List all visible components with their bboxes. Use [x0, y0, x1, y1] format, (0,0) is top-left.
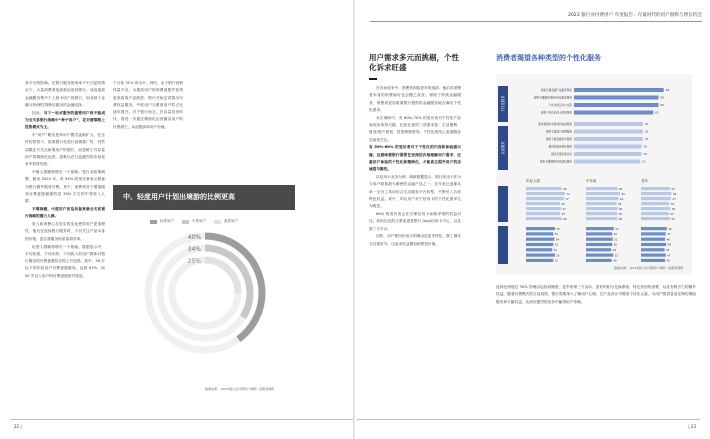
bar-category-label: 提供专属客户经理服务	[546, 130, 572, 134]
bar-value: 53	[644, 122, 649, 126]
age-bar	[641, 197, 671, 200]
bar-value: 65	[561, 202, 565, 206]
bar-value: 47	[667, 233, 671, 237]
bar	[574, 103, 659, 107]
bar-value: 67	[562, 207, 566, 211]
chart-source: 数据来源：《2023银行业付费用户调研》消费者调研	[205, 387, 275, 391]
paragraph: 同时，用户使用信用卡的理由也更多样化，除了满足支付需求外，还追求权益叠加和附加价值。	[369, 234, 461, 246]
bar-value: 54	[555, 238, 560, 242]
age-bar	[586, 192, 620, 195]
bar-category-label: 提供专属服务/服务/权益推荐服务	[533, 96, 572, 100]
right-column-2	[496, 284, 696, 306]
bar	[574, 152, 642, 156]
bar	[574, 137, 643, 141]
footer-line	[357, 419, 700, 420]
bar-value: 60	[619, 217, 623, 221]
bar-chart	[496, 74, 692, 275]
donut-label: 40%	[187, 234, 201, 241]
bar	[574, 111, 653, 115]
bar-value: 55	[556, 227, 560, 231]
bar-value: 65	[660, 103, 665, 107]
age-bar	[526, 202, 560, 205]
bar-value: 57	[672, 197, 676, 201]
age-bar	[586, 243, 612, 246]
age-bar	[526, 197, 564, 200]
age-group-label: 中年组	[586, 179, 597, 183]
group-band-label: 个性化服务	[501, 95, 505, 113]
bar-category-label: 提供专属金融产品推荐服务	[540, 89, 572, 92]
age-bar	[586, 227, 614, 230]
age-bar	[641, 243, 666, 246]
age-bar	[526, 259, 553, 262]
group-band	[498, 226, 508, 264]
age-bar	[526, 238, 554, 241]
bar-value: 55	[556, 254, 560, 258]
paragraph: 个目体 31% 的水平。同时，由于银行营销体量不足，为提高用户的消费意愿并获得更高的客户活跃度，银行开始尝试推出付费权益服务，中度用户与重度用户的占比逐年提升。对于银行而言，在存量竞争时代，需进一步通过精细化运营激活用户的付费潜力，从而提高单用户价值。	[113, 81, 183, 129]
bar-value: 48	[667, 243, 672, 247]
bar-category-label: 提供专属理财/投资建议服务	[540, 160, 572, 164]
bar-value: 65	[561, 212, 565, 216]
bar-value: 46	[666, 259, 670, 263]
bar	[574, 122, 643, 126]
bar-value: 55	[671, 187, 675, 191]
section-heading: 中、轻度用户计划出境游的比例更高	[123, 193, 235, 201]
bar-value: 62	[620, 197, 624, 201]
age-bar	[641, 192, 671, 195]
bar-value: 45	[666, 249, 670, 252]
legend-label: 轻度用户	[160, 219, 174, 223]
bar-value: 49	[613, 259, 617, 263]
paragraph	[25, 206, 105, 221]
age-bar	[641, 232, 666, 235]
bar-value: 72	[565, 197, 569, 201]
paragraph	[369, 144, 461, 173]
bar-chart-title: 消费者渴望各种类型的个性化服务	[496, 54, 601, 62]
bar-value: 52	[643, 152, 648, 156]
footer-line	[10, 419, 353, 420]
age-group-label: 年轻人群	[526, 179, 540, 183]
bar-value: 58	[617, 202, 622, 206]
bar-value: 47	[667, 254, 671, 258]
age-bar	[586, 217, 618, 220]
right-column-1	[369, 85, 461, 249]
paragraph: 轻度人群顺势增长一个基础。数据显示中，平均来看，不同年龄、不同收入的用户群体对银行服务的付费意愿均呈现上升趋势。其中，30 岁以下的年轻用户付费意愿最高，达到 67%，而 50 岁以上用户的付费意愿相对较低。	[25, 244, 105, 278]
bar-value: 65	[660, 95, 665, 100]
paragraph: 中级人群顺势增长一个基础。受行业政策调整，截至 2022 年，有 54% 的受访者表示愿意为银行额外服务付费。其中，消费者对于增值服务付费意愿最强的是 35% 左右的中等收入人群。	[25, 170, 105, 204]
bar-value: 60	[619, 207, 623, 211]
age-bar	[641, 227, 667, 230]
age-bar	[641, 212, 669, 215]
age-bar	[526, 217, 562, 220]
bar-value: 69	[665, 88, 670, 92]
header-title: 2023 银行业付费用户 年度报告：存量时代的用户洞察与增长机会	[567, 13, 702, 18]
paragraph: 因此，当下一站式服务的重要用户尚不能成为全关系银行战略中“种子用户”，在对营销路上投资模式为主。	[25, 110, 106, 130]
left-column-1	[25, 80, 105, 281]
bar-value: 50	[553, 249, 558, 252]
bold-text: 当下一站式服务的重要用户尚不能成为全关系银行战略中“种子用户”，在对营销路上投资模式为主。	[25, 110, 106, 130]
legend-swatch-heavy	[214, 220, 221, 224]
paragraph: 本次调研中，有 60%-70% 的受访者对个性化产品表现出浓厚兴趣，比较在意的三项需求是：生活便利、财务/资产规划、投资理财指导。个性化的线上渠道服务也备受关注。	[369, 115, 461, 142]
bar-value: 52	[554, 259, 559, 263]
page-number: 22 |	[14, 424, 22, 429]
age-bar	[526, 212, 560, 215]
bar-value: 56	[671, 207, 676, 211]
bar-value: 60	[619, 187, 623, 191]
bar-value: 51	[614, 238, 618, 242]
bar-value: 53	[644, 137, 649, 141]
bar-value: 68	[563, 187, 567, 191]
age-bar	[526, 192, 565, 195]
legend-label: 重度用户	[224, 219, 238, 223]
bar-category-label: 提供个性化的线上陪伴服务	[540, 111, 572, 115]
legend-swatch-light	[150, 220, 157, 224]
paragraph: 在市场竞争中，消费者面临更多的选择，他们对消费者本身的消费偏好也会随之改变。相较于传统金融服务，消费者更加看重银行提供的金融服务能否满足个性化需求。	[369, 86, 461, 112]
group-band	[498, 186, 508, 222]
paragraph: 以信用卡业务为例，调研数据显示，银行信用卡作为与用户联系最为紧密的金融产品之一，近年来已逐渐从单一支付工具向综合生活服务平台转型，不断引入各类特色权益。其中，年轻用户对于信用卡的个性化需求尤为明显。	[369, 175, 461, 209]
age-bar	[586, 259, 612, 262]
bar-value: 65	[621, 192, 625, 196]
bar-value: 51	[642, 159, 646, 164]
bar-value: 54	[670, 202, 675, 206]
bar-value: 68	[563, 217, 567, 221]
paragraph: 66% 的受访者会在办理信用卡前做详细的权益对比。获取信息的主要渠道是银行 App/信用卡中心，以及第三方平台。	[369, 212, 461, 231]
age-bar	[641, 207, 670, 210]
paragraph: 收入和消费心态发生的变化使得用户更加理性，他们在选择银行服务时，不仅关注产品本身的价格，更注重服务的质量和效率。	[25, 222, 105, 241]
bold-text: 有 59%-60% 的受访者对于个性化的内容和体验感兴趣，这意味着银行需要在更深层次地理解用户需求，注重用户体验的个性化和精细化，才能真正提升用户的忠诚度与黏性。	[369, 145, 461, 172]
age-bar	[641, 217, 670, 220]
age-bar	[586, 207, 618, 210]
bar-value: 58	[672, 192, 677, 196]
donut-chart	[113, 225, 295, 385]
age-bar	[641, 187, 670, 190]
group-band-label: 金融服务	[501, 141, 505, 155]
age-bar	[526, 207, 561, 210]
bar-value: 61	[655, 110, 659, 115]
bar-value: 50	[613, 233, 618, 237]
donut-label: 34%	[187, 246, 201, 253]
age-bar	[526, 243, 553, 246]
bar-value: 50	[613, 243, 618, 247]
age-bar	[526, 227, 555, 230]
bar-chart-panel	[496, 74, 692, 275]
header-underline	[370, 21, 702, 22]
age-bar	[586, 212, 617, 215]
paragraph: 选择比例超过 30% 的理由包括高额度、更多的第三方活动、更好的积分兑换系统、特定类别的消费，以及有吸引力的额外权益。随着付费模式的日趋成熟，银行需要深入了解用户心理，在产品设计中增加个性化元素，为用户提供量身定制的增值服务和专属权益，从而在激烈的竞争中赢得用户青睐。	[496, 285, 696, 304]
bar-category-label: 提供专属优惠活动	[551, 153, 572, 156]
age-bar	[586, 248, 611, 251]
bar-value: 46	[666, 238, 670, 242]
bar-category-label: 提供专属金融资讯服务	[546, 138, 572, 141]
age-bar	[586, 232, 612, 235]
donut-center	[179, 267, 231, 319]
bar-value: 53	[670, 212, 674, 216]
bar	[574, 96, 659, 100]
section-heading: 用户需求多元而挑剔，个性化诉求旺盛	[369, 53, 459, 72]
bar	[574, 145, 642, 149]
age-bar	[586, 197, 619, 200]
bar-value: 53	[615, 227, 619, 231]
section-heading-box	[113, 185, 295, 210]
age-bar	[641, 254, 666, 257]
legend-swatch-medium	[182, 220, 189, 224]
age-bar	[526, 187, 562, 190]
age-bar	[526, 232, 553, 235]
age-bar	[586, 202, 616, 205]
bar-value: 52	[554, 243, 559, 247]
bar-category-label: 提供高端定制化服务	[548, 145, 572, 149]
chart-legend	[150, 219, 238, 224]
bar-value: 52	[643, 144, 648, 149]
age-bar	[641, 202, 669, 205]
bar	[574, 88, 664, 92]
bar-value: 74	[566, 192, 570, 196]
bar-category-label: 个性化的互动与交流	[548, 104, 572, 107]
bar-value: 53	[644, 129, 649, 134]
age-bar	[641, 248, 665, 251]
age-bar	[586, 187, 618, 190]
bar	[574, 130, 643, 134]
age-bar	[526, 248, 552, 251]
age-bar	[586, 238, 613, 241]
heading-accent-bar	[369, 78, 377, 80]
age-bar	[526, 254, 555, 257]
bar-value: 48	[612, 249, 617, 252]
bar-value: 52	[614, 254, 619, 258]
bold-text: 中度用户更是具备发展全关系银行战略的潜力人群。	[25, 207, 106, 219]
paragraph: 中“用户”服务是单用户模式逐渐扩大。在这样的背景下，如果银行在进行营销推广时，仍然局限在只关注新增用户的增长，而忽略了对存量用户的精细化运营，将难以在日益激烈的市场竞争中取得优势。	[25, 133, 105, 167]
bar	[574, 160, 640, 164]
bold-text: 不难推测，	[32, 207, 52, 212]
bar-value: 55	[671, 217, 675, 221]
bar-value: 52	[554, 233, 559, 237]
bar-value: 59	[618, 212, 622, 216]
age-bar	[586, 254, 613, 257]
legend-label: 中度用户	[192, 219, 206, 223]
age-group-label: 老年	[641, 179, 648, 183]
page-number: | 23	[688, 424, 696, 429]
age-bar	[641, 259, 665, 262]
paragraph: 务平台的影响。在银行服务使用率不不凸显的情况下，大量消费者选择被迫连持银行。或直接将金融服务集中于上游卡用户的银行，而非基于金融分析/理性判断后做出的金融选择。	[25, 81, 105, 107]
donut-label: 25%	[187, 258, 201, 265]
left-column-2	[113, 80, 183, 132]
bar-chart-source: 数据来源：《2023银行业付费用户调研》消费者调研	[614, 266, 684, 270]
bar-category-label: 提供根据自身喜好的权益服务	[538, 123, 572, 126]
bar-value: 49	[668, 227, 672, 231]
age-bar	[641, 238, 665, 241]
